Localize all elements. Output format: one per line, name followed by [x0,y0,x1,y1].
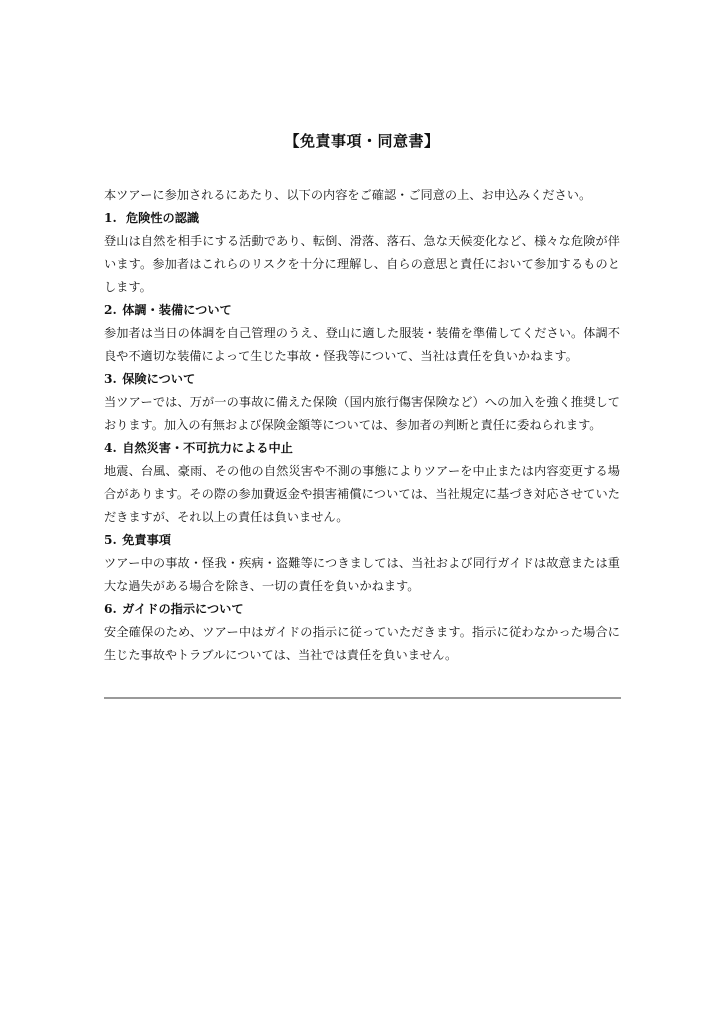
section-number: 4. [104,441,117,455]
section-heading [104,207,620,230]
section-body: ツアー中の事故・怪我・疾病・盗難等につきましては、当社および同行ガイドは故意または重大な過失がある場合を除き、一切の責任を負いかねます。 [104,556,620,593]
section-natural-disaster [104,437,620,529]
bottom-divider [104,697,621,699]
intro-text: 本ツアーに参加されるにあたり、以下の内容をご確認・ご同意の上、お申込みください。 [104,188,592,202]
document-content [104,184,620,667]
section-body: 当ツアーでは、万が一の事故に備えた保険（国内旅行傷害保険など）への加入を強く推奨しております。加入の有無および保険金額等については、参加者の判断と責任に委ねられます。 [104,395,620,432]
section-number: 6. [104,602,117,616]
document-title: 【免責事項・同意書】 [284,132,440,150]
section-number: 1. [104,211,117,225]
section-insurance [104,368,620,437]
section-heading-text: 免責事項 [122,533,171,547]
section-heading [104,529,620,552]
section-heading-text: 保険について [122,372,196,386]
section-heading [104,299,620,322]
section-heading [104,598,620,621]
section-heading-text: 自然災害・不可抗力による中止 [122,441,293,455]
section-number: 2. [104,303,117,317]
section-heading-text: 体調・装備について [122,303,232,317]
section-heading-text: 危険性の認識 [126,211,200,225]
section-risk-awareness [104,207,620,299]
section-guide-instructions [104,598,620,667]
section-heading [104,437,620,460]
section-body: 登山は自然を相手にする活動であり、転倒、滑落、落石、急な天候変化など、様々な危険が伴います。参加者はこれらのリスクを十分に理解し、自らの意思と責任において参加するものとします。 [104,234,620,294]
section-heading-text: ガイドの指示について [122,602,244,616]
section-number: 3. [104,372,117,386]
section-heading [104,368,620,391]
section-body: 参加者は当日の体調を自己管理のうえ、登山に適した服装・装備を準備してください。体調不良や不適切な装備によって生じた事故・怪我等について、当社は責任を負いかねます。 [104,326,620,363]
section-number: 5. [104,533,117,547]
section-body: 安全確保のため、ツアー中はガイドの指示に従っていただきます。指示に従わなかった場合に生じた事故やトラブルについては、当社では責任を負いません。 [104,625,620,662]
section-health-equipment [104,299,620,368]
section-body: 地震、台風、豪雨、その他の自然災害や不測の事態によりツアーを中止または内容変更する場合があります。その際の参加費返金や損害補償については、当社規定に基づき対応させていただきますが、それ以上の責任は負いません。 [104,464,620,524]
section-disclaimer [104,529,620,598]
